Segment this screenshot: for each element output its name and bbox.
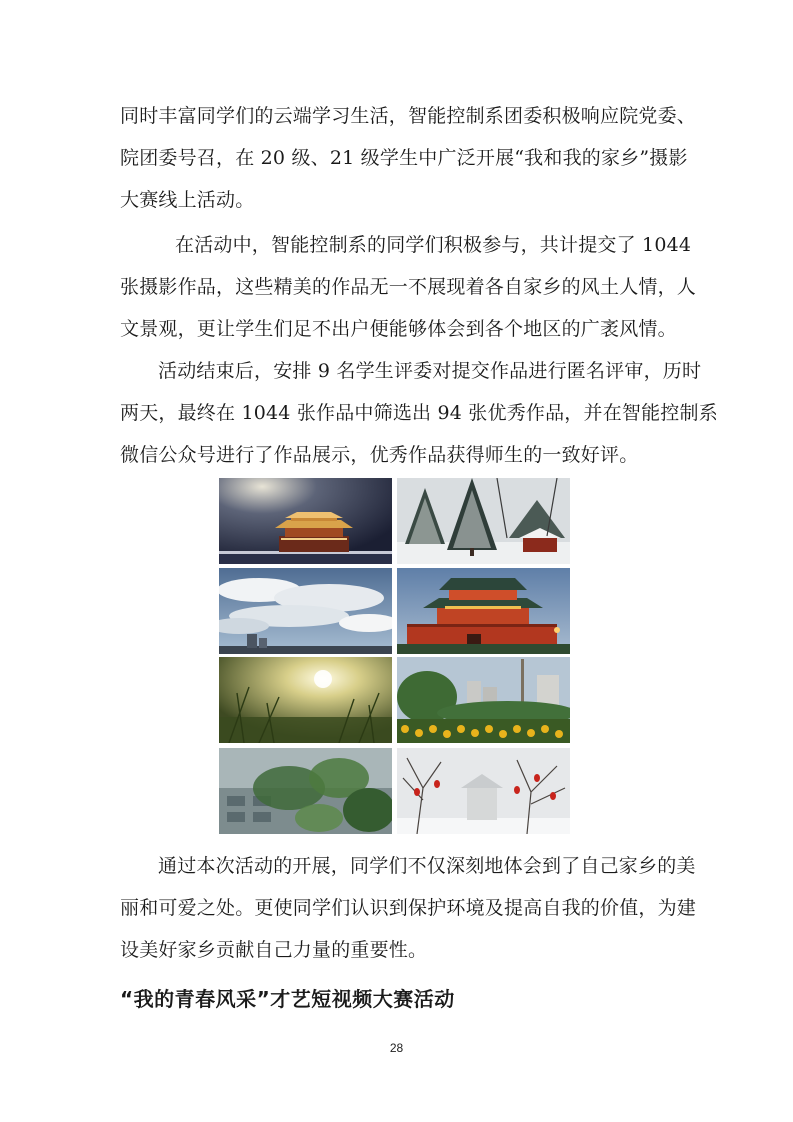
paragraph-line: 张摄影作品，这些精美的作品无一不展现着各自家乡的风土人情，人 <box>120 276 697 298</box>
paragraph-line: 文景观，更让学生们足不出户便能够体会到各个地区的广袤风情。 <box>120 318 677 340</box>
photo-collage <box>219 478 572 835</box>
photo-snow-pines <box>397 478 570 564</box>
section-heading: “我的青春风采”才艺短视频大赛活动 <box>120 987 455 1011</box>
photo-drum-tower <box>397 568 570 654</box>
photo-night-tower <box>219 478 392 564</box>
paragraph-line: 丽和可爱之处。更使同学们认识到保护环境及提高自我的价值，为建 <box>120 897 697 919</box>
paragraph-line: 在活动中，智能控制系的同学们积极参与，共计提交了 1044 <box>175 234 692 256</box>
photo-leaves-window <box>219 748 392 834</box>
paragraph-line: 同时丰富同学们的云端学习生活，智能控制系团委积极响应院党委、 <box>120 105 697 127</box>
paragraph-line: 通过本次活动的开展，同学们不仅深刻地体会到了自己家乡的美 <box>158 855 696 877</box>
photo-sunlit-grass <box>219 657 392 743</box>
paragraph-line: 设美好家乡贡献自己力量的重要性。 <box>120 939 428 961</box>
photo-snow-lanterns <box>397 748 570 834</box>
photo-sunflowers-buildings <box>397 657 570 743</box>
paragraph-line: 院团委号召，在 20 级、21 级学生中广泛开展“我和我的家乡”摄影 <box>120 147 688 169</box>
paragraph-line: 大赛线上活动。 <box>120 189 255 211</box>
paragraph-line: 两天，最终在 1044 张作品中筛选出 94 张优秀作品，并在智能控制系 <box>120 402 718 424</box>
photo-cloudy-sky <box>219 568 392 654</box>
paragraph-line: 微信公众号进行了作品展示，优秀作品获得师生的一致好评。 <box>120 444 639 466</box>
page-number: 28 <box>389 1041 404 1055</box>
paragraph-line: 活动结束后，安排 9 名学生评委对提交作品进行匿名评审，历时 <box>158 360 702 382</box>
